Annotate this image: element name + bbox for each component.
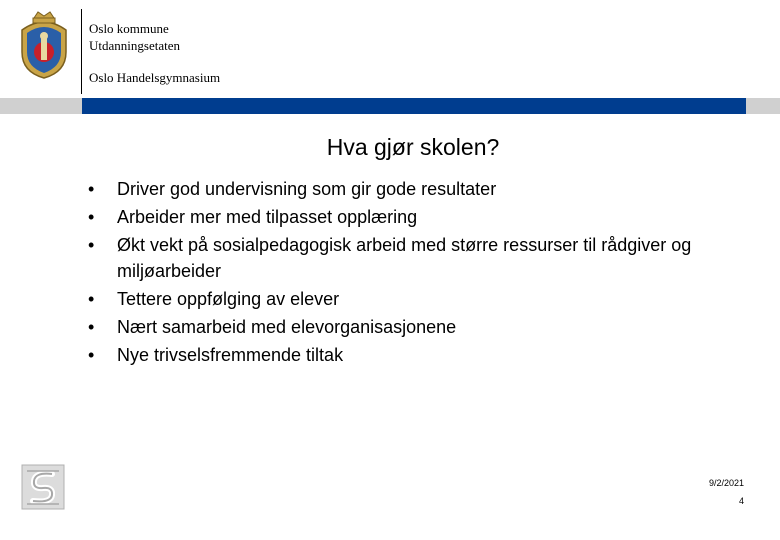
list-item (88, 204, 738, 230)
bullet-glyph: • (88, 317, 95, 337)
oslo-crest-logo (14, 8, 74, 80)
bullet-text: Tettere oppfølging av elever (117, 289, 340, 309)
header-bar-grey-left (0, 98, 82, 114)
list-item (88, 286, 738, 312)
bullet-text: Driver god undervisning som gir gode resultater (117, 179, 497, 199)
bullet-text: Nært samarbeid med elevorganisasjonene (117, 317, 457, 337)
bullet-glyph: • (88, 207, 95, 227)
list-item (88, 314, 738, 340)
list-item (88, 342, 738, 368)
bullet-glyph: • (88, 179, 95, 199)
bullet-list (88, 176, 738, 370)
header-bar-blue (82, 98, 746, 114)
list-item (88, 176, 738, 202)
list-item (88, 232, 738, 284)
header-bar-grey-right (746, 98, 780, 114)
bullet-text: Arbeider mer med tilpasset opplæring (117, 207, 418, 227)
slide-date: 9/2/2021 (708, 478, 744, 488)
org-unit: Utdanningsetaten (89, 38, 180, 53)
school-name: Oslo Handelsgymnasium (89, 70, 221, 85)
bullet-glyph: • (88, 235, 95, 255)
bullet-text: Økt vekt på sosialpedagogisk arbeid med større ressurser til rådgiver og miljøarbeider (117, 235, 692, 281)
bullet-glyph: • (88, 289, 95, 309)
header-divider (81, 9, 82, 94)
organization-block (89, 20, 180, 54)
slide-title: Hva gjør skolen? (326, 134, 500, 160)
footer-logo (21, 464, 65, 510)
org-name: Oslo kommune (89, 21, 169, 36)
page-number: 4 (738, 496, 744, 506)
bullet-text: Nye trivselsfremmende tiltak (117, 345, 344, 365)
bullet-glyph: • (88, 345, 95, 365)
